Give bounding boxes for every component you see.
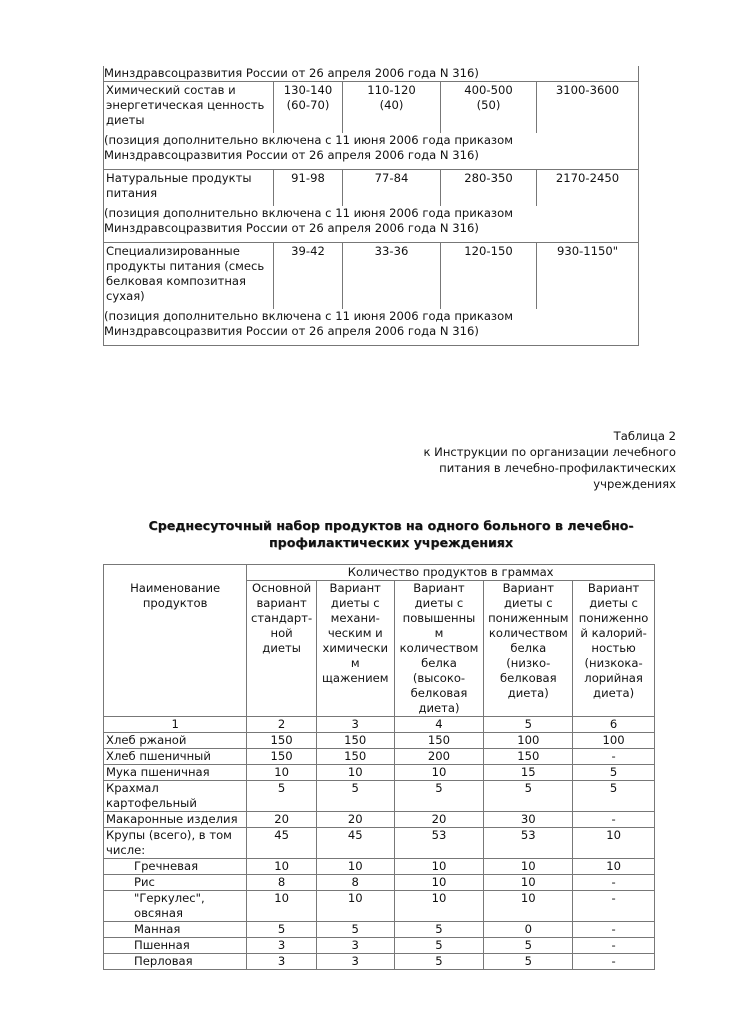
table-row bbox=[104, 66, 639, 82]
position-note-line: (позиция дополнительно включена с 11 июня 2006 года приказом bbox=[104, 309, 513, 323]
column-index: 2 bbox=[247, 717, 317, 733]
quantity-cell: 53 bbox=[394, 828, 484, 859]
quantity-cell: 20 bbox=[316, 812, 394, 828]
table-row bbox=[104, 954, 655, 970]
quantity-cell: 5 bbox=[484, 954, 573, 970]
position-note-line: Минздравсоцразвития России от 26 апреля 2006 года N 316) bbox=[104, 324, 479, 338]
quantity-cell: - bbox=[573, 812, 655, 828]
table-body bbox=[104, 733, 655, 970]
product-name: Мука пшеничная bbox=[104, 765, 247, 781]
table-row bbox=[104, 133, 639, 170]
carbs-value: 400-500 (50) bbox=[441, 82, 537, 134]
quantity-cell: 10 bbox=[484, 891, 573, 922]
product-name: "Геркулес", овсяная bbox=[104, 891, 247, 922]
quantity-cell: - bbox=[573, 954, 655, 970]
product-name: Крупы (всего), в том числе: bbox=[104, 828, 247, 859]
quantity-cell: 10 bbox=[247, 891, 317, 922]
quantity-cell: 8 bbox=[316, 875, 394, 891]
quantity-cell: 150 bbox=[316, 749, 394, 765]
quantity-cell: 10 bbox=[484, 875, 573, 891]
quantity-cell: 3 bbox=[247, 938, 317, 954]
protein-value: 39-42 bbox=[274, 243, 343, 310]
column-index-row bbox=[104, 717, 655, 733]
diet-composition-table bbox=[103, 66, 639, 346]
table-row bbox=[104, 781, 655, 812]
caption-line: питания в лечебно-профилактических bbox=[439, 461, 676, 475]
product-name: Хлеб пшеничный bbox=[104, 749, 247, 765]
table-row bbox=[104, 812, 655, 828]
table-row bbox=[104, 891, 655, 922]
column-index: 5 bbox=[484, 717, 573, 733]
protein-value: 130-140 (60-70) bbox=[274, 82, 343, 134]
quantity-cell: 150 bbox=[316, 733, 394, 749]
quantity-cell: 150 bbox=[247, 733, 317, 749]
quantity-cell: 5 bbox=[573, 765, 655, 781]
quantity-cell: 10 bbox=[484, 859, 573, 875]
quantity-cell: 5 bbox=[394, 922, 484, 938]
product-name: Пшенная bbox=[104, 938, 247, 954]
fat-value: 110-120 (40) bbox=[343, 82, 441, 134]
quantity-cell: 10 bbox=[394, 891, 484, 922]
table-row bbox=[104, 733, 655, 749]
quantity-cell: 5 bbox=[484, 938, 573, 954]
table-caption bbox=[376, 428, 676, 492]
quantity-cell: 5 bbox=[573, 781, 655, 812]
quantity-cell: 5 bbox=[316, 781, 394, 812]
product-name: Натуральные продукты питания bbox=[104, 170, 274, 207]
quantity-cell: - bbox=[573, 891, 655, 922]
quantity-cell: 10 bbox=[316, 765, 394, 781]
product-name: Химический состав и энергетическая ценность диеты bbox=[104, 82, 274, 134]
quantity-cell: 10 bbox=[247, 859, 317, 875]
quantity-cell: 10 bbox=[573, 828, 655, 859]
column-header-product: Наименование продуктов bbox=[104, 565, 247, 717]
product-name: Крахмал картофельный bbox=[104, 781, 247, 812]
quantity-cell: 5 bbox=[247, 922, 317, 938]
quantity-cell: 10 bbox=[394, 859, 484, 875]
quantity-cell: 45 bbox=[247, 828, 317, 859]
protein-value: 91-98 bbox=[274, 170, 343, 207]
quantity-cell: 150 bbox=[394, 733, 484, 749]
quantity-cell: - bbox=[573, 938, 655, 954]
product-name: Специализированные продукты питания (смесь белковая композитная сухая) bbox=[104, 243, 274, 310]
table-row bbox=[104, 922, 655, 938]
column-header-variant: Вариант диеты с пониженно й калорий- ностью (низкока- лорийная диета) bbox=[573, 581, 655, 717]
column-index: 3 bbox=[316, 717, 394, 733]
position-note-line: Минздравсоцразвития России от 26 апреля 2006 года N 316) bbox=[104, 221, 479, 235]
table-row bbox=[104, 309, 639, 346]
quantity-cell: 10 bbox=[394, 765, 484, 781]
column-index: 6 bbox=[573, 717, 655, 733]
quantity-cell: 3 bbox=[316, 954, 394, 970]
fat-value: 33-36 bbox=[343, 243, 441, 310]
quantity-cell: 10 bbox=[247, 765, 317, 781]
quantity-cell: 45 bbox=[316, 828, 394, 859]
quantity-cell: 8 bbox=[247, 875, 317, 891]
caption-line: Таблица 2 bbox=[613, 429, 676, 443]
quantity-cell: 20 bbox=[247, 812, 317, 828]
energy-value: 2170-2450 bbox=[537, 170, 639, 207]
carbs-value: 120-150 bbox=[441, 243, 537, 310]
quantity-cell: 10 bbox=[573, 859, 655, 875]
quantity-cell: 5 bbox=[394, 954, 484, 970]
quantity-cell: 5 bbox=[394, 938, 484, 954]
table-header-row bbox=[104, 565, 655, 581]
table-row bbox=[104, 828, 655, 859]
product-name: Макаронные изделия bbox=[104, 812, 247, 828]
position-note bbox=[104, 133, 639, 170]
column-header-variant: Вариант диеты с пониженным количеством белка (низко- белковая диета) bbox=[484, 581, 573, 717]
quantity-cell: 20 bbox=[394, 812, 484, 828]
quantity-cell: 15 bbox=[484, 765, 573, 781]
product-name: Гречневая bbox=[104, 859, 247, 875]
position-note bbox=[104, 206, 639, 243]
column-header-variant: Вариант диеты с механи- ческим и химически м щажением bbox=[316, 581, 394, 717]
product-name: Хлеб ржаной bbox=[104, 733, 247, 749]
position-note-line: (позиция дополнительно включена с 11 июня 2006 года приказом bbox=[104, 133, 513, 147]
table-row bbox=[104, 875, 655, 891]
column-group-header: Количество продуктов в граммах bbox=[247, 565, 655, 581]
column-header-variant: Основной вариант стандарт- ной диеты bbox=[247, 581, 317, 717]
position-note-line: (позиция дополнительно включена с 11 июня 2006 года приказом bbox=[104, 206, 513, 220]
table-title: Среднесуточный набор продуктов на одного больного в лечебно-профилактических учреждениях bbox=[148, 518, 634, 550]
quantity-cell: 100 bbox=[573, 733, 655, 749]
position-note bbox=[104, 309, 639, 346]
quantity-cell: 30 bbox=[484, 812, 573, 828]
energy-value: 3100-3600 bbox=[537, 82, 639, 134]
table-row bbox=[104, 170, 639, 207]
position-note: Минздравсоцразвития России от 26 апреля 2006 года N 316) bbox=[104, 66, 639, 82]
table-row bbox=[104, 859, 655, 875]
column-index: 1 bbox=[104, 717, 247, 733]
fat-value: 77-84 bbox=[343, 170, 441, 207]
quantity-cell: 3 bbox=[247, 954, 317, 970]
column-header-variant: Вариант диеты с повышенны м количеством белка (высоко- белковая диета) bbox=[394, 581, 484, 717]
product-name: Манная bbox=[104, 922, 247, 938]
table-row bbox=[104, 206, 639, 243]
product-name: Рис bbox=[104, 875, 247, 891]
caption-line: учреждениях bbox=[593, 477, 676, 491]
quantity-cell: 5 bbox=[394, 781, 484, 812]
column-index: 4 bbox=[394, 717, 484, 733]
quantity-cell: 3 bbox=[316, 938, 394, 954]
product-name: Перловая bbox=[104, 954, 247, 970]
quantity-cell: - bbox=[573, 875, 655, 891]
quantity-cell: 100 bbox=[484, 733, 573, 749]
table-row bbox=[104, 82, 639, 134]
quantity-cell: 150 bbox=[484, 749, 573, 765]
table-row bbox=[104, 938, 655, 954]
caption-line: к Инструкции по организации лечебного bbox=[423, 445, 676, 459]
carbs-value: 280-350 bbox=[441, 170, 537, 207]
quantity-cell: 10 bbox=[316, 859, 394, 875]
product-set-table bbox=[103, 564, 655, 970]
quantity-cell: 10 bbox=[394, 875, 484, 891]
quantity-cell: 150 bbox=[247, 749, 317, 765]
quantity-cell: 5 bbox=[316, 922, 394, 938]
table-row bbox=[104, 765, 655, 781]
position-note-line: Минздравсоцразвития России от 26 апреля 2006 года N 316) bbox=[104, 148, 479, 162]
energy-value: 930-1150" bbox=[537, 243, 639, 310]
quantity-cell: - bbox=[573, 749, 655, 765]
table-row bbox=[104, 749, 655, 765]
quantity-cell: 53 bbox=[484, 828, 573, 859]
quantity-cell: 5 bbox=[484, 781, 573, 812]
quantity-cell: - bbox=[573, 922, 655, 938]
quantity-cell: 10 bbox=[316, 891, 394, 922]
quantity-cell: 0 bbox=[484, 922, 573, 938]
table-row bbox=[104, 243, 639, 310]
quantity-cell: 200 bbox=[394, 749, 484, 765]
quantity-cell: 5 bbox=[247, 781, 317, 812]
